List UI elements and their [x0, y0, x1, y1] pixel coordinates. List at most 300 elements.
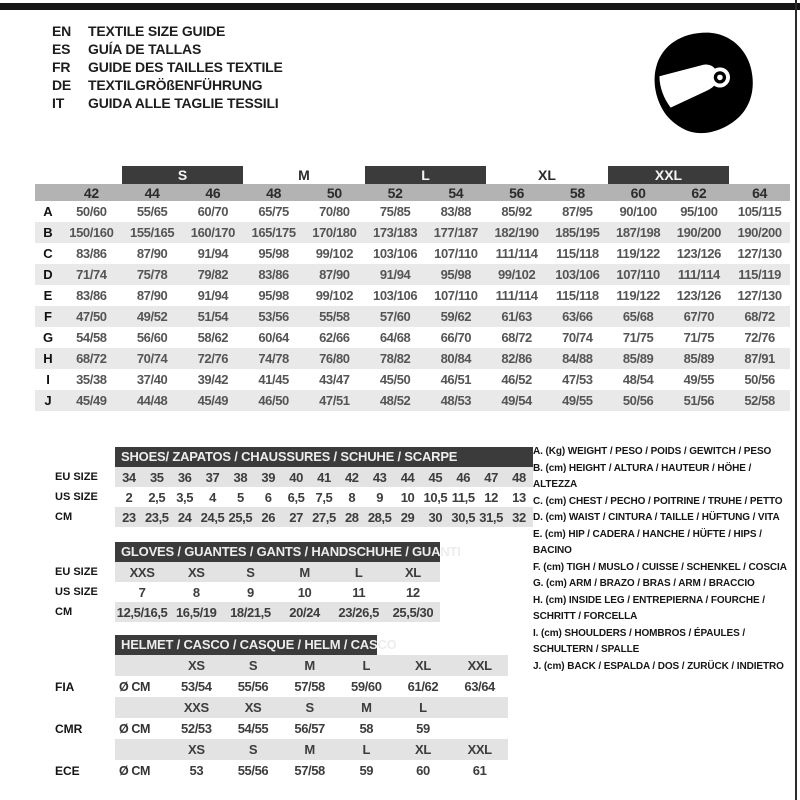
row-label: CM	[55, 511, 73, 523]
size-value-cell: 59/62	[440, 309, 472, 324]
size-value-cell: 70/74	[136, 351, 168, 366]
size-value-cell: 107/110	[616, 267, 660, 282]
size-value-cell: 91/94	[197, 288, 229, 303]
language-title-row	[52, 94, 283, 112]
helmet-size-cell: 61	[472, 763, 487, 778]
size-value-cell: 115/118	[555, 246, 599, 261]
textile-size-table-section	[35, 166, 790, 411]
size-value-cell: 46/52	[501, 372, 532, 387]
shoe-size-cell: 35	[143, 467, 171, 487]
helmet-section-title: HELMET / CASCO / CASQUE / HELM / CASCO	[115, 635, 377, 655]
size-header-cell: 44	[144, 184, 160, 201]
helmet-table	[35, 655, 508, 781]
size-value-cell: 115/119	[738, 267, 781, 282]
glove-size-cell: 10	[297, 584, 312, 600]
size-value-cell: 46/51	[440, 372, 472, 387]
measurement-legend	[533, 444, 796, 675]
helmet-size-cell: 52/53	[181, 721, 212, 736]
size-value-cell: 91/94	[379, 267, 411, 282]
legend-item: F. (cm) TIGH / MUSLO / CUISSE / SCHENKEL / COSCIA	[533, 561, 787, 573]
size-value-cell: 103/106	[555, 267, 600, 282]
size-value-cell: 95/98	[258, 246, 289, 261]
shoe-size-cell: 24	[171, 507, 199, 527]
glove-size-cell: 8	[192, 584, 200, 600]
size-value-cell: 71/74	[76, 267, 107, 282]
helmet-size-cell: 53	[189, 763, 204, 778]
size-value-cell: 35/38	[76, 372, 107, 387]
helmet-size-cell: 59/60	[351, 679, 382, 694]
size-header-cell: 58	[569, 184, 585, 201]
unit-label: Ø CM	[119, 679, 151, 694]
helmet-size-cell: XXL	[451, 739, 508, 760]
language-title: TEXTILE SIZE GUIDE	[88, 23, 226, 39]
size-group-header-row	[35, 166, 790, 184]
unit-label	[115, 655, 168, 676]
size-header-cell: 60	[630, 184, 646, 201]
size-value-cell: 65/75	[258, 204, 289, 219]
shoe-size-cell: 47	[477, 467, 505, 487]
size-value-cell: 55/65	[136, 204, 168, 219]
table-row	[35, 718, 508, 739]
language-code: FR	[52, 59, 71, 75]
size-value-cell: 70/80	[319, 204, 350, 219]
shoe-size-cell: 46	[449, 467, 477, 487]
helmet-size-cell: 57/58	[294, 763, 325, 778]
shoe-size-cell: 32	[505, 507, 533, 527]
language-title: GUIDA ALLE TAGLIE TESSILI	[88, 95, 279, 111]
standard-label	[35, 655, 115, 676]
size-value-cell: 82/86	[501, 351, 532, 366]
size-value-cell: 76/80	[319, 351, 350, 366]
size-value-cell: 127/130	[737, 288, 782, 303]
helmet-size-cell: 53/54	[181, 679, 212, 694]
language-title-list	[52, 22, 283, 112]
group-header-xl: XL	[538, 167, 556, 183]
table-row	[35, 327, 790, 348]
size-value-cell: 61/63	[501, 309, 532, 324]
size-value-cell: 95/98	[440, 267, 472, 282]
unit-label: Ø CM	[119, 721, 151, 736]
shoe-size-cell: 8	[348, 489, 356, 505]
helmet-icon	[646, 26, 758, 140]
shoe-size-cell: 39	[254, 467, 282, 487]
table-row	[35, 602, 440, 622]
size-value-cell: 187/198	[616, 225, 661, 240]
size-value-cell: 37/40	[136, 372, 168, 387]
size-value-cell: 103/106	[373, 288, 418, 303]
legend-item: G. (cm) ARM / BRAZO / BRAS / ARM / BRACCIO	[533, 578, 755, 589]
shoe-size-cell: 12	[484, 489, 498, 505]
size-value-cell: 67/70	[683, 309, 715, 324]
size-value-cell: 39/42	[197, 372, 229, 387]
helmet-size-cell: 55/56	[237, 679, 269, 694]
table-row	[35, 285, 790, 306]
glove-size-cell: 9	[246, 584, 254, 600]
measure-letter: I	[46, 372, 50, 387]
gloves-section	[35, 542, 461, 622]
size-value-cell: 111/114	[495, 288, 538, 303]
size-value-cell: 68/72	[501, 330, 532, 345]
shoe-size-cell: 31,5	[477, 507, 505, 527]
table-row	[35, 697, 508, 718]
size-value-cell: 170/180	[312, 225, 357, 240]
shoe-size-cell: 30	[421, 507, 449, 527]
helmet-size-cell: XS	[168, 655, 225, 676]
glove-size-cell: XL	[386, 562, 440, 582]
standard-label: CMR	[55, 721, 83, 736]
table-row	[35, 760, 508, 781]
helmet-size-cell: 56/57	[294, 721, 325, 736]
shoe-size-cell: 34	[115, 467, 143, 487]
size-value-cell: 85/92	[501, 204, 532, 219]
gloves-table	[35, 562, 440, 622]
size-value-cell: 103/106	[373, 246, 418, 261]
size-value-cell: 47/50	[76, 309, 107, 324]
table-row	[35, 507, 533, 527]
table-row	[35, 222, 790, 243]
language-title-row	[52, 22, 283, 40]
measure-letter: E	[43, 288, 53, 303]
measure-letter: F	[44, 309, 52, 324]
legend-item: J. (cm) BACK / ESPALDA / DOS / ZURÜCK / INDIETRO	[533, 660, 784, 672]
size-value-cell: 45/49	[197, 393, 229, 408]
helmet-size-cell: M	[281, 655, 338, 676]
shoe-size-cell: 4	[209, 489, 216, 505]
size-value-cell: 72/76	[744, 330, 775, 345]
language-code: EN	[52, 23, 72, 39]
shoe-size-cell: 9	[376, 489, 384, 505]
glove-size-cell: 18/21,5	[223, 602, 277, 622]
table-row	[35, 467, 533, 487]
shoe-size-cell: 30,5	[449, 507, 477, 527]
shoes-section	[35, 447, 533, 527]
shoe-size-cell: 13	[512, 489, 526, 505]
table-row	[35, 348, 790, 369]
size-value-cell: 150/160	[69, 225, 114, 240]
shoe-size-cell: 29	[394, 507, 422, 527]
size-value-cell: 119/122	[616, 246, 660, 261]
language-code: DE	[52, 77, 72, 93]
glove-size-cell: 12,5/16,5	[115, 602, 169, 622]
shoe-size-cell: 43	[366, 467, 394, 487]
size-value-cell: 56/60	[136, 330, 168, 345]
legend-item: B. (cm) HEIGHT / ALTURA / HAUTEUR / HÖHE / ALTEZZA	[533, 462, 752, 490]
size-value-cell: 46/50	[258, 393, 289, 408]
size-value-cell: 50/56	[622, 393, 654, 408]
helmet-size-cell: S	[281, 697, 338, 718]
size-value-cell: 55/58	[319, 309, 350, 324]
size-value-cell: 84/88	[562, 351, 593, 366]
shoe-size-cell: 23,5	[143, 507, 171, 527]
helmet-size-cell: 59	[359, 763, 374, 778]
size-value-cell: 75/85	[379, 204, 411, 219]
glove-size-cell: L	[332, 562, 386, 582]
helmet-size-cell	[451, 718, 508, 739]
helmet-size-cell: XXL	[451, 655, 508, 676]
textile-table-body	[35, 201, 790, 411]
legend-item: E. (cm) HIP / CADERA / HANCHE / HÜFTE / HIPS / BACINO	[533, 528, 762, 556]
shoe-size-cell: 6,5	[287, 489, 305, 505]
shoe-size-cell: 10	[400, 489, 415, 505]
size-value-cell: 83/86	[258, 267, 289, 282]
shoes-section-title: SHOES/ ZAPATOS / CHAUSSURES / SCHUHE / SCARPE	[115, 447, 533, 467]
size-value-cell: 155/165	[130, 225, 175, 240]
size-value-cell: 49/52	[136, 309, 168, 324]
size-header-cell: 46	[205, 184, 221, 201]
size-header-cell: 48	[266, 184, 282, 201]
size-value-cell: 190/200	[737, 225, 782, 240]
row-label: CM	[55, 606, 73, 618]
glove-size-cell: XXS	[115, 562, 169, 582]
size-value-cell: 62/66	[319, 330, 350, 345]
table-row	[35, 201, 790, 222]
size-value-cell: 182/190	[494, 225, 539, 240]
standard-label: ECE	[55, 763, 80, 778]
shoe-size-cell: 2,5	[148, 489, 166, 505]
unit-label	[115, 739, 168, 760]
size-value-cell: 165/175	[251, 225, 296, 240]
size-header-cell: 52	[387, 184, 403, 201]
shoe-size-cell: 23	[115, 507, 143, 527]
size-value-cell: 87/90	[319, 267, 350, 282]
helmet-size-cell: 60	[416, 763, 430, 778]
size-value-cell: 127/130	[737, 246, 782, 261]
group-header-spacer	[35, 166, 122, 184]
size-value-cell: 45/49	[76, 393, 107, 408]
glove-size-cell: 11	[352, 584, 366, 600]
row-label: EU SIZE	[55, 471, 98, 483]
size-value-cell: 50/56	[744, 372, 775, 387]
size-value-cell: 115/118	[555, 288, 599, 303]
glove-size-cell: 23/26,5	[332, 602, 386, 622]
size-value-cell: 63/66	[562, 309, 593, 324]
glove-size-cell: M	[277, 562, 331, 582]
shoe-size-cell: 40	[282, 467, 310, 487]
size-value-cell: 123/126	[676, 246, 721, 261]
size-value-cell: 90/100	[619, 204, 657, 219]
size-value-cell: 123/126	[676, 288, 721, 303]
helmet-size-cell: XL	[395, 655, 452, 676]
helmet-size-cell: 54/55	[237, 721, 269, 736]
size-value-cell: 47/51	[319, 393, 350, 408]
group-header-spacer	[729, 166, 790, 184]
size-value-cell: 87/90	[136, 246, 168, 261]
size-value-cell: 43/47	[319, 372, 350, 387]
gloves-section-title: GLOVES / GUANTES / GANTS / HANDSCHUHE / GUANTI	[115, 542, 440, 562]
size-value-cell: 47/53	[562, 372, 593, 387]
helmet-size-cell	[451, 697, 508, 718]
row-label: US SIZE	[55, 586, 98, 598]
size-header-cell: 42	[83, 184, 99, 201]
size-value-cell: 173/183	[373, 225, 418, 240]
size-header-spacer	[35, 184, 61, 201]
shoe-size-cell: 11,5	[451, 489, 475, 505]
size-header-cell: 56	[509, 184, 525, 201]
helmet-size-cell: 63/64	[464, 679, 495, 694]
helmet-size-cell: XL	[395, 739, 452, 760]
unit-label: Ø CM	[119, 763, 151, 778]
measure-letter: G	[42, 330, 54, 345]
table-row	[35, 562, 440, 582]
group-header-l: L	[365, 166, 487, 184]
standard-label	[35, 739, 115, 760]
size-value-cell: 75/78	[136, 267, 168, 282]
helmet-size-cell: 55/56	[237, 763, 269, 778]
language-code: ES	[52, 41, 71, 57]
legend-item: I. (cm) SHOULDERS / HOMBROS / ÉPAULES / SCHULTERN / SPALLE	[533, 627, 746, 655]
language-title: GUÍA DE TALLAS	[88, 41, 202, 57]
glove-size-cell: 20/24	[277, 602, 331, 622]
table-row	[35, 264, 790, 285]
helmet-section	[35, 635, 508, 781]
language-title-row	[52, 76, 283, 94]
glove-size-cell: 7	[138, 584, 146, 600]
size-value-cell: 74/78	[258, 351, 289, 366]
table-row	[35, 243, 790, 264]
shoe-size-cell: 5	[236, 489, 244, 505]
table-row	[35, 582, 440, 602]
size-value-cell: 68/72	[744, 309, 775, 324]
helmet-size-cell: L	[338, 739, 395, 760]
size-value-cell: 83/88	[440, 204, 472, 219]
size-value-cell: 48/52	[379, 393, 411, 408]
row-label: EU SIZE	[55, 566, 98, 578]
size-value-cell: 83/86	[76, 246, 107, 261]
measure-letter: A	[43, 204, 53, 219]
size-value-cell: 105/115	[737, 204, 782, 219]
size-value-cell: 44/48	[136, 393, 168, 408]
size-value-cell: 51/56	[683, 393, 715, 408]
size-value-cell: 48/54	[622, 372, 654, 387]
size-value-cell: 71/75	[683, 330, 715, 345]
size-value-cell: 185/195	[555, 225, 600, 240]
size-value-cell: 70/74	[562, 330, 593, 345]
table-row	[35, 655, 508, 676]
language-title-row	[52, 40, 283, 58]
size-value-cell: 57/60	[379, 309, 411, 324]
table-row	[35, 676, 508, 697]
size-value-cell: 45/50	[379, 372, 411, 387]
size-header-cell: 50	[326, 184, 342, 201]
size-header-cell: 64	[752, 184, 768, 201]
size-number-header-row	[35, 184, 790, 201]
size-value-cell: 65/68	[622, 309, 654, 324]
legend-item: H. (cm) INSIDE LEG / ENTREPIERNA / FOURCHE / SCHRITT / FORCELLA	[533, 594, 765, 622]
size-value-cell: 54/58	[76, 330, 107, 345]
size-value-cell: 99/102	[315, 288, 354, 303]
shoe-size-cell: 48	[505, 467, 533, 487]
shoe-size-cell: 36	[171, 467, 199, 487]
shoe-size-cell: 41	[310, 467, 338, 487]
size-value-cell: 49/55	[562, 393, 593, 408]
textile-size-table	[35, 166, 790, 411]
helmet-size-cell: 59	[416, 721, 430, 736]
size-value-cell: 111/114	[677, 267, 720, 282]
size-value-cell: 66/70	[440, 330, 472, 345]
size-value-cell: 48/53	[440, 393, 472, 408]
size-value-cell: 52/58	[744, 393, 775, 408]
size-header-cell: 62	[691, 184, 707, 201]
measure-letter: J	[44, 393, 52, 408]
size-value-cell: 99/102	[497, 267, 536, 282]
shoe-size-cell: 28,5	[366, 507, 394, 527]
size-value-cell: 60/64	[258, 330, 289, 345]
table-row	[35, 306, 790, 327]
shoe-size-cell: 28	[338, 507, 366, 527]
size-header-cell: 54	[448, 184, 464, 201]
row-label: US SIZE	[55, 491, 98, 503]
table-row	[35, 390, 790, 411]
size-value-cell: 177/187	[433, 225, 478, 240]
size-value-cell: 60/70	[197, 204, 229, 219]
helmet-size-cell: L	[338, 655, 395, 676]
group-header-m: M	[298, 167, 310, 183]
size-value-cell: 85/89	[622, 351, 654, 366]
size-value-cell: 190/200	[676, 225, 721, 240]
legend-item: D. (cm) WAIST / CINTURA / TAILLE / HÜFTUNG / VITA	[533, 512, 780, 523]
size-value-cell: 91/94	[197, 246, 229, 261]
helmet-size-cell: M	[281, 739, 338, 760]
measure-letter: H	[43, 351, 53, 366]
shoe-size-cell: 24,5	[199, 507, 227, 527]
helmet-size-cell: XS	[225, 697, 282, 718]
size-value-cell: 99/102	[315, 246, 354, 261]
size-value-cell: 87/91	[744, 351, 775, 366]
language-title: GUIDE DES TAILLES TEXTILE	[88, 59, 283, 75]
shoe-size-cell: 38	[226, 467, 254, 487]
size-value-cell: 53/56	[258, 309, 289, 324]
size-value-cell: 85/89	[683, 351, 715, 366]
shoe-size-cell: 3,5	[176, 489, 194, 505]
glove-size-cell: XS	[169, 562, 223, 582]
language-code: IT	[52, 95, 65, 111]
table-row	[35, 369, 790, 390]
size-value-cell: 160/170	[190, 225, 235, 240]
shoes-table	[35, 467, 533, 527]
group-header-xxl: XXL	[608, 166, 730, 184]
size-value-cell: 49/54	[501, 393, 532, 408]
size-value-cell: 107/110	[434, 246, 478, 261]
size-value-cell: 107/110	[434, 288, 478, 303]
size-value-cell: 50/60	[76, 204, 107, 219]
glove-size-cell: 12	[406, 584, 420, 600]
shoe-size-cell: 7,5	[315, 489, 333, 505]
helmet-size-cell: 57/58	[294, 679, 325, 694]
measure-letter: D	[43, 267, 53, 282]
shoe-size-cell: 10,5	[423, 489, 448, 505]
glove-size-cell: 16,5/19	[169, 602, 223, 622]
shoe-size-cell: 2	[125, 489, 133, 505]
legend-item: C. (cm) CHEST / PECHO / POITRINE / TRUHE / PETTO	[533, 495, 783, 507]
size-value-cell: 58/62	[197, 330, 229, 345]
shoe-size-cell: 42	[338, 467, 366, 487]
measure-letter: C	[43, 246, 53, 261]
size-value-cell: 71/75	[622, 330, 654, 345]
helmet-size-cell: XS	[168, 739, 225, 760]
size-value-cell: 79/82	[197, 267, 229, 282]
size-value-cell: 87/95	[562, 204, 593, 219]
table-row	[35, 487, 533, 507]
size-value-cell: 72/76	[197, 351, 229, 366]
size-value-cell: 51/54	[197, 309, 229, 324]
group-header-s: S	[122, 166, 244, 184]
helmet-size-cell: 58	[359, 721, 374, 736]
size-value-cell: 95/100	[680, 204, 718, 219]
shoe-size-cell: 44	[394, 467, 422, 487]
helmet-size-cell: S	[225, 739, 282, 760]
helmet-size-cell: 61/62	[407, 679, 439, 694]
glove-size-cell: 25,5/30	[386, 602, 440, 622]
